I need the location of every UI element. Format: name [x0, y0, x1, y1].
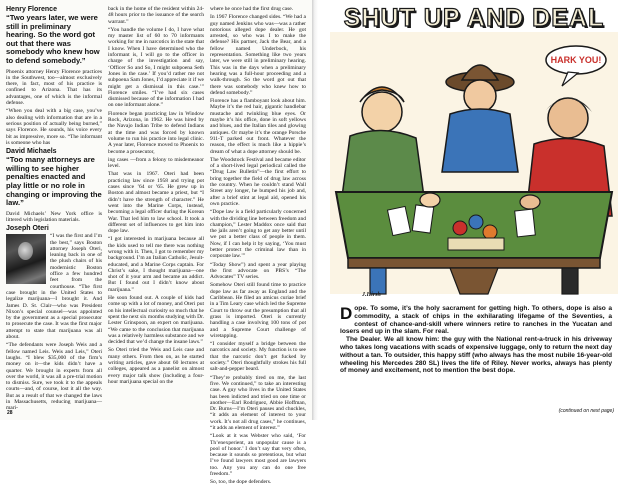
paragraph: “They’re probably tired on me, the last five. We continued,” to take an interesting case. A guy who lives in the United States has been indicted and tried on one time or another—Earl Rodriguez, Abbie Hoffman, Dr. Burns—I’m Oteri pauses and chuckles, “it adds an element of interest to your work. It’s not all drug cases,” he continues, “it adds an element of interest.” — [210, 374, 306, 431]
speech-bubble-text: HARK YOU! — [550, 55, 602, 65]
paragraph: “Look at it was Webster who said, ‘For Th’enexperient, an unpopular cause is a pool of honor.’ I don’t say that very often, because it sounds so pretentious, but what I’ve found lawyers most good are lawyers too. Any you any can do one free freedom.” — [210, 433, 306, 478]
paragraph: “I got interested in marijuana because all the kids used to tell me there was nothing wrong with it. Then, I got to remember my background. I’m an Italian Catholic, Jesuit-educated, and a Marine Corps captain. For Christ’s sake, I thought marijuana—one shot of it your arm and became an addict. But I found out I didn’t know about marijuana.” — [108, 236, 204, 293]
paragraph: The Woodstock Festival and became editor of a short-lived legal periodical called the “Drug Law Bulletin”—the first effort to bring together the field of drug law across the country. When he couldn’t stand Wall Street any longer, he bumped his job and, after a brief stint at legal aid, opened his own practice. — [210, 156, 306, 207]
column-3 — [210, 6, 306, 488]
artist-signature: J.Hirsh — [362, 292, 381, 298]
subhead: Joseph Oteri — [6, 225, 49, 233]
headline: SHUT UP AND DEAL — [343, 4, 605, 32]
paragraph-text: ope. To some, it’s the holy sacrament for getting high. To others, dope is also a commodity, a stack of chips in the exhilarating lifegame of the Seventies, a contest of chance-and-skill where winners retire to ranches in the Yucatan and losers end up in the slam. For real. — [340, 305, 612, 336]
pull-quote: “Too many attorneys are willing to see higher penalties enacted and play little or no role in changing or improving the law.” — [6, 155, 102, 208]
pull-quote-name: David Michaels — [6, 148, 57, 156]
paragraph: Florence began practicing law in Window Rock, Arizona, in 1962. He was hired by the Navajo Indian Tribe to defend Indians at the time and was forced by known volume to run his practice into legal clinic. A year later, Florence moved to Phoenix to become a prosecutor, — [108, 110, 204, 155]
paragraph: David Michaels’ New York office is littered with legislation materials. — [6, 210, 102, 223]
paragraph: “When you deal with a big case, you’ve also dealing with information that are in a serious position of actually being burned,” says Florence. He sounds, his voice every bit as impressive, more so. “The informant is someone who has — [6, 108, 102, 146]
portrait-photo — [6, 234, 46, 284]
paragraph: Florence has a flamboyant look about him. Maybe it’s the red hair, gigantic handlebar mustache and twinkling blue eyes. Or maybe it’s his office, done in soft yellows and blues, and the Italian tiles and glowing antiques. Or maybe it’s the orange Porsche 911-T parked out front. Whatever the reason, the effect is much like a hippie’s dream of what a dope attorney should be. — [210, 98, 306, 155]
paragraph: The Dealer. We all know him: the guy with the National rent-a-truck in his driveway who takes long vacations with scads of expensive luggage, only to return the next day without a tan. To outsider, this happy stiff (who always has the most nubile 16-year-old wheeling his Mercedes 280 SL) lives the life of Riley. Never works, always has plenty of money and excitement, not to mention the best dope. — [340, 336, 612, 375]
cartoon-svg — [330, 32, 618, 294]
paragraph: “The defendants were Joseph Weis and a fellow named Leis. Weis and Leis,” Oteri laughs. “I blew $35,000 of the firm’s money on it—the kids didn’t have a quarter. We brought in experts from all over the world, it was all a pre-trial motion to dismiss. Sure, we took it to the appeals courts—and, of course, lost it all the way. But as a result of that we changed the laws in Massachusetts, reducing marijuana—mari- — [6, 342, 102, 412]
paragraph: ing cases —from a felony to misdemeanor level. — [108, 156, 204, 170]
paragraph: Somehow Oteri still found time to practice dope law as far away as England and the Caribbean. He filed an amicus curiae brief in a Tim Leary case which led the Supreme Court to throw out the presumption that all grass is imported. Oteri is currently handling a case involving 100 tons of pot and a Supreme Court challenge of wiretapping. — [210, 282, 306, 339]
paragraph: Phoenix attorney Henry Florence practices in the Southwest, too—almost exclusively there, in fact, most of his practice is confined to Arizona. That has its advantages, one of which is the informal defense. — [6, 68, 102, 107]
paragraph: So, too, the dope defenders. — [210, 479, 272, 486]
paragraph: back in the home of the resident within 24-48 hours prior to the issuance of the search warrant.” — [108, 6, 204, 25]
paragraph: In 1967 Florence changed sides. “We had a guy named Jenkins who was—was a rather notorious alleged dope dealer. He got arrested, so who was I to make the defense? His partner, Jack the Bear, and a fellow named Underbock, his representation. Something like two years later, we were still in preliminary hearing. This was in the days when a preliminary hearing was a full-hour proceeding and a walk-through. So the word got out that there was somebody who knew how to defend somebody.” — [210, 14, 306, 96]
continued-note: (continued on next page) — [558, 408, 614, 414]
column-2 — [108, 6, 204, 387]
paragraph — [340, 305, 612, 336]
paragraph: “You handle the volume I do, I have what my master list of 60 to 70 informants working for me in narcotics in the state that I know. When I have determined who the informant is, I will go to the officer in charge of the investigation and say, ‘Officer So and So, I might subpoena Seth Jones in the case.’ If you’d rather me not subpoena Sam Jones, I’d appreciate it if we might get a dismissal in this case.’” Florence smiles. “I’ve had six cases dismissed because of the information I had on one informant alone.” — [108, 26, 204, 109]
paragraph: where he once had the first drug case. — [210, 6, 294, 12]
column-1 — [6, 6, 102, 414]
paragraph: He soon found out. A couple of kids had come up with a lot of money, and Oteri put on his intellectual curiosity so much that he spent the next six months studying with Dr. Lester Grinspoon, an expert on marijuana. “We came to the conclusion that marijuana was a relatively harmless substance and we decided that we’d change the insane laws.” — [108, 295, 204, 346]
cartoon-illustration — [330, 32, 618, 294]
paragraph: That was in 1967. Oteri had been practicing law since 1958 and trying pot cases since ’64 or ’65. He grew up in Boston and almost became a priest, but “I didn’t have the strength of character.” He went into the Marine Corps, instead, becoming a legal officer during the Korean War. That led him to law school. It took a different set of influences to get him into dope law. — [108, 171, 204, 235]
paragraph: So Oteri tried the Weis and Leis case and many others. From then on, as he started writing articles, gave about 60 lectures at colleges, appeared as a panelist on almost every major talk show (including a four-hour marijuana special on the — [108, 347, 204, 385]
pull-quote: “Two years later, we were still in preliminary hearing. So the word got out that there was somebody who knew how to defend somebody.” — [6, 13, 100, 65]
paragraph: “I was the first and I’m the best,” says Boston attorney Joseph Oteri, leaning back in one of the plush chairs of his modernistic Boston office a few hundred feet from the courthouse. “The first case brought in the United States to legalize marijuana—I brought it. And James D. St. Clair—who was President Nixon’s special counsel—was appointed by the government as a special prosecutor to prosecute the case. It was the first major attempt to state that marijuana was all about. — [6, 233, 102, 341]
paragraph: “Today Show”) and spent a year playing the first advocate on PBS’s “The Advocates” TV series. — [210, 261, 306, 281]
paragraph: “I consider myself a bridge between the narcotics and society. My function is to see that the narcotic don’t get fucked by society.” Oteri thoughtfully strokes his full salt-and-pepper beard. — [210, 341, 306, 373]
pull-quote-name: Henry Florence — [6, 6, 57, 13]
intro-text — [340, 305, 612, 375]
drop-cap: D — [340, 304, 353, 323]
right-page — [318, 0, 630, 420]
paragraph: “Dope law is a field particularly concerned with the dividing line between freedom and champion,” Lester Maddox once said that the jails aren’t going to get any better until we put a better class of people in them. Now, if I can help it by saying, ‘You must better protect the criminal law than in corporate law.’” — [210, 209, 306, 260]
left-page — [0, 0, 312, 486]
page-number: 28 — [7, 410, 13, 416]
